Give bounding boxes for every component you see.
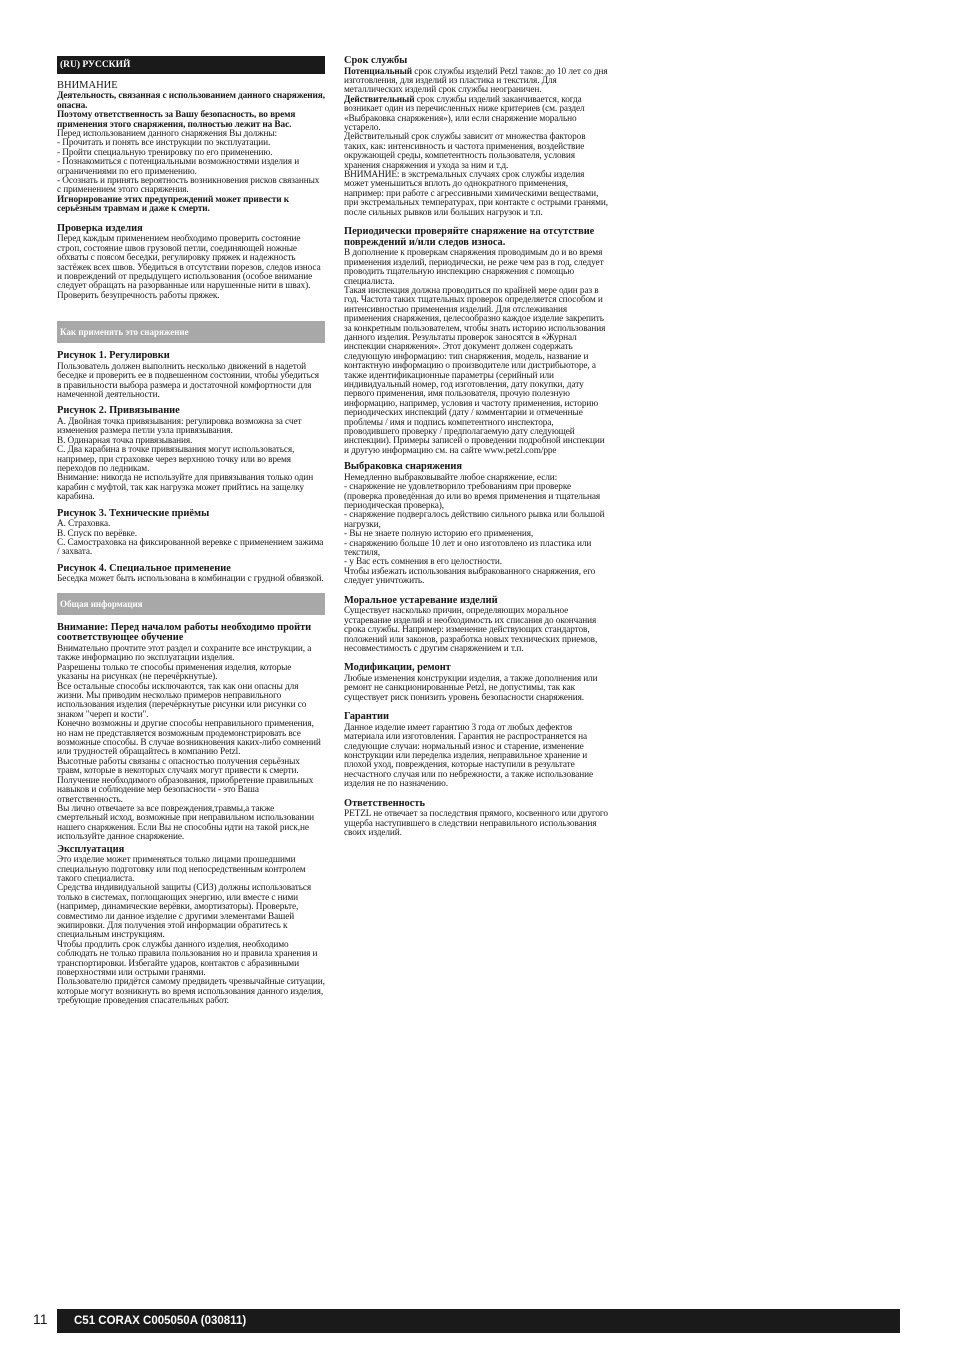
page-number: 11: [33, 1311, 48, 1327]
lifetime-actual-text: срок службы изделий заканчивается, когда возникает один из перечисленных ниже критериев (см. раздел «Выбраковка снаряжения»), или если снаряжение морально устарело. Действительный срок службы зависит от множества факторов таких, как: интенсивность и частота применения, воздействие окружающей среды, компетентность пользователя, условия хранения снаряжения и ухода за ним и т.д. ВНИМАНИЕ: в экстремальных случаях срок службы изделия может уменьшиться вплоть до однократного применения, например: при работе с агрессивными химическими веществами, при экстремальных температурах, при контакте с острыми гранями, после сильных рывков или больших нагрузок и т.п.: [344, 94, 608, 218]
lifetime-actual-paragraph: [344, 96, 609, 218]
obsolescence-title: Моральное устаревание изделий: [344, 594, 498, 606]
modifications-title: Модификации, ремонт: [344, 662, 451, 674]
reject-title: Выбраковка снаряжения: [344, 461, 463, 473]
figure4-title: Рисунок 4. Специальное применение: [57, 562, 231, 574]
right-column: [344, 56, 609, 838]
lifetime-potential-paragraph: [344, 68, 609, 96]
section-general-info: Общая информация: [57, 593, 325, 615]
operation-title: Эксплуатация: [57, 843, 125, 855]
footer-doc-code: C51 CORAX C005050A (030811): [57, 1309, 900, 1333]
section-how-to-use: Как применять это снаряжение: [57, 321, 325, 343]
left-column: [57, 56, 325, 1007]
figure2-text: A. Двойная точка привязывания: регулировка возможна за счет изменения размера петли узла привязывания. B. Одинарная точка привязывания. C. Два карабина в точке привязывания могут использоваться, например, при страховке через верхнюю точку или во время переходов по ледникам. Внимание: никогда не используйте для привязывания только один карабин с муфтой, так как нагрузка может прийтись на защелку карабина.: [57, 416, 314, 503]
warning-end-text: Игнорирование этих предупреждений может привести к серьёзным травмам и даже к смерти.: [57, 194, 289, 215]
lifetime-potential-label: Потенциальный: [344, 66, 413, 77]
responsibility-title: Ответственность: [344, 797, 425, 809]
modifications-text: Любые изменения конструкции изделия, а также дополнения или ремонт не санкционированные Petzl, не допустимы, так как существует риск понизить уровень безопасности снаряжения.: [344, 673, 598, 703]
lifetime-title: Срок службы: [344, 55, 408, 66]
figure3-text: A. Страховка. B. Спуск по верёвке. C. Самостраховка на фиксированной веревке с применением зажима / захвата.: [57, 519, 324, 558]
figure1-title: Рисунок 1. Регулировки: [57, 350, 170, 362]
periodic-check-title: Периодически проверяйте снаряжение на отсутствие повреждений и/или следов износа.: [344, 226, 595, 248]
attention-text: Внимательно прочтите этот раздел и сохраните все инструкции, а также информацию по эксплуатации изделия. Разрешены только те способы применения изделия, которые указаны на рисунках (не перечёркнутые). Все остальные способы исключаются, так как они опасны для жизни. Мы приводим несколько примеров неправильного использования изделия (перечёркнутые рисунки или рисунки со знаком "череп и кости". Конечно возможны и другие способы неправильного применения, но нам не представляется возможным продемонстрировать все возможные способы. В случае возникновения каких-либо сомнений или трудностей обращайтесь в компанию Petzl. Высотные работы связаны с опасностью получения серьёзных травм, которые в некоторых случаях могут привести к смерти. Получение необходимого образования, приобретение правильных навыков и соблюдение мер безопасности - это Ваша ответственность. Вы лично отвечаете за все повреждения,травмы,а также смертельный исход, возможные при неправильном использовании нашего снаряжения. Если Вы не способны идти на такой риск,не используйте данное снаряжение.: [57, 644, 321, 843]
figure1-text: Пользователь должен выполнить несколько движений в надетой беседке и проверить ее в подвешенном состоянии, чтобы убедиться в правильности выбора размера и достаточной комфортности для намеченной деятельности.: [57, 361, 319, 400]
attention-title: Внимание: Перед началом работы необходимо пройти соответствующее обучение: [57, 621, 312, 644]
operation-text: Это изделие может применяться только лицами прошедшими специальную подготовку или под непосредственным контролем такого специалиста. Средства индивидуальной защиты (СИЗ) должны использоваться только в системах, поглощающих энергию, или вместе с ними (например, динамические верёвки, амортизаторы). Проверьте, совместимо ли данное изделие с другими элементами Вашей экипировки. Для получения этой информации обратитесь к специальным инструкциям. Чтобы продлить срок службы данного изделия, необходимо соблюдать не только правила пользования но и правила хранения и транспортировки. Избегайте ударов, контактов с абразивными поверхностями или острыми гранями. Пользователю придётся самому предвидеть чрезвычайные ситуации, которые могут возникнуть во время использования данного изделия, требующие проведения спасательных работ.: [57, 855, 325, 1007]
figure2-title: Рисунок 2. Привязывание: [57, 405, 180, 417]
figure3-title: Рисунок 3. Технические приёмы: [57, 507, 210, 519]
warranty-text: Данное изделие имеет гарантию 3 года от любых дефектов материала или изготовления. Гарантия не распространяется на следующие случаи: нормальный износ и старение, изменение конструкции или переделка изделия, неправильное хранение и плохой уход, повреждения, которые наступили в результате несчастного случая или по небрежности, а также использование изделия не по назначению.: [344, 722, 594, 790]
responsibility-text: PETZL не отвечает за последствия прямого, косвенного или другого ущерба наступившего в следствии неправильного использования своих изделий.: [344, 809, 608, 838]
warning-title: ВНИМАНИЕ: [57, 80, 118, 91]
language-header: (RU) РУССКИЙ: [57, 56, 325, 74]
lifetime-actual-label: Действительный: [344, 94, 415, 105]
check-title: Проверка изделия: [57, 222, 143, 234]
periodic-check-text: В дополнение к проверкам снаряжения проводимым до и во время применения изделий, периодически, не реже чем раз в год, следует проводить тщательную инспекцию снаряжения с помощью специалиста. Такая инспекция должна проводиться по крайней мере один раз в год. Частота таких тщательных проверок определяется способом и интенсивностью применения изделий. Для отслеживания применения снаряжения, целесообразно каждое изделие закрепить за конкретным пользователем, чтобы знать историю использования данного изделия. Результаты проверок заносятся в «Журнал инспекции снаряжения». Этот документ должен содержать следующую информацию: тип снаряжения, модель, название и контактную информацию о производителе или дистрибьюторе, а также идентификационные параметры (серийный или индивидуальный номер, год изготовления, дату покупки, дату первого применения, имя пользователя, прочую полезную информацию, например, условия и частоту применения, историю периодических инспекций (дату / комментарии и отмеченные проблемы / имя и подпись компетентного инспектора, проводившего проверку / предполагаемую дату следующей инспекции). Примеры записей о проведении подробной инспекции и другую информацию см. на сайте www.petzl.com/ppe: [344, 248, 606, 456]
reject-text: Немедленно выбраковывайте любое снаряжение, если: - снаряжение не удовлетворило требованиям при проверке (проверка проведённая до или во время применения и тщательная периодическая проверка), - снаряжение подвергалось действию сильного рывка или большой нагрузки, - Вы не знаете полную историю его применения, - снаряжению больше 10 лет и оно изготовлено из пластика или текстиля, - у Вас есть сомнения в его целостности. Чтобы избежать использования выбракованного снаряжения, его следует уничтожить.: [344, 472, 605, 587]
warning-bold-text: Деятельность, связанная с использованием данного снаряжения, опасна. Поэтому ответственность за Вашу безопасность, во время применения этого снаряжения, полностью лежит на Вас.: [57, 91, 325, 130]
obsolescence-text: Существует насколько причин, определяющих моральное устаревание изделий и необходимость их списания до окончания срока службы. Например: изменение действующих стандартов, положений или законов, разработка новых технических приемов, несовместимость с другим снаряжением и т.п.: [344, 606, 598, 654]
warranty-title: Гарантии: [344, 711, 389, 723]
warning-text: Перед использованием данного снаряжения Вы должны: - Прочитать и понять все инструкции по эксплуатации. - Пройти специальную тренировку по его применению. - Познакомиться с потенциальными возможностями изделия и ограничениями по его применению. - Осознать и принять вероятность возникновения рисков связанных с применением этого снаряжения.: [57, 129, 320, 196]
lifetime-potential-text: срок службы изделий Petzl таков: до 10 лет со дня изготовления, для изделий из пластика и текстиля. Для металлических изделий срок службы неограничен.: [344, 66, 608, 96]
figure4-text: Беседка может быть использована в комбинации с грудной обвязкой.: [57, 574, 324, 585]
check-text: Перед каждым применением необходимо проверить состояние строп, состояние швов грузовой петли, соединяющей ножные обхваты с поясом беседки, регулировку пряжек и надежность застёжек всех швов. Убедиться в отсутствии порезов, следов износа и повреждений от предыдущего использования (особое внимание следует обращать на разорванные или нарушенные нити в швах). Проверить безупречность работы пряжек.: [57, 234, 321, 301]
